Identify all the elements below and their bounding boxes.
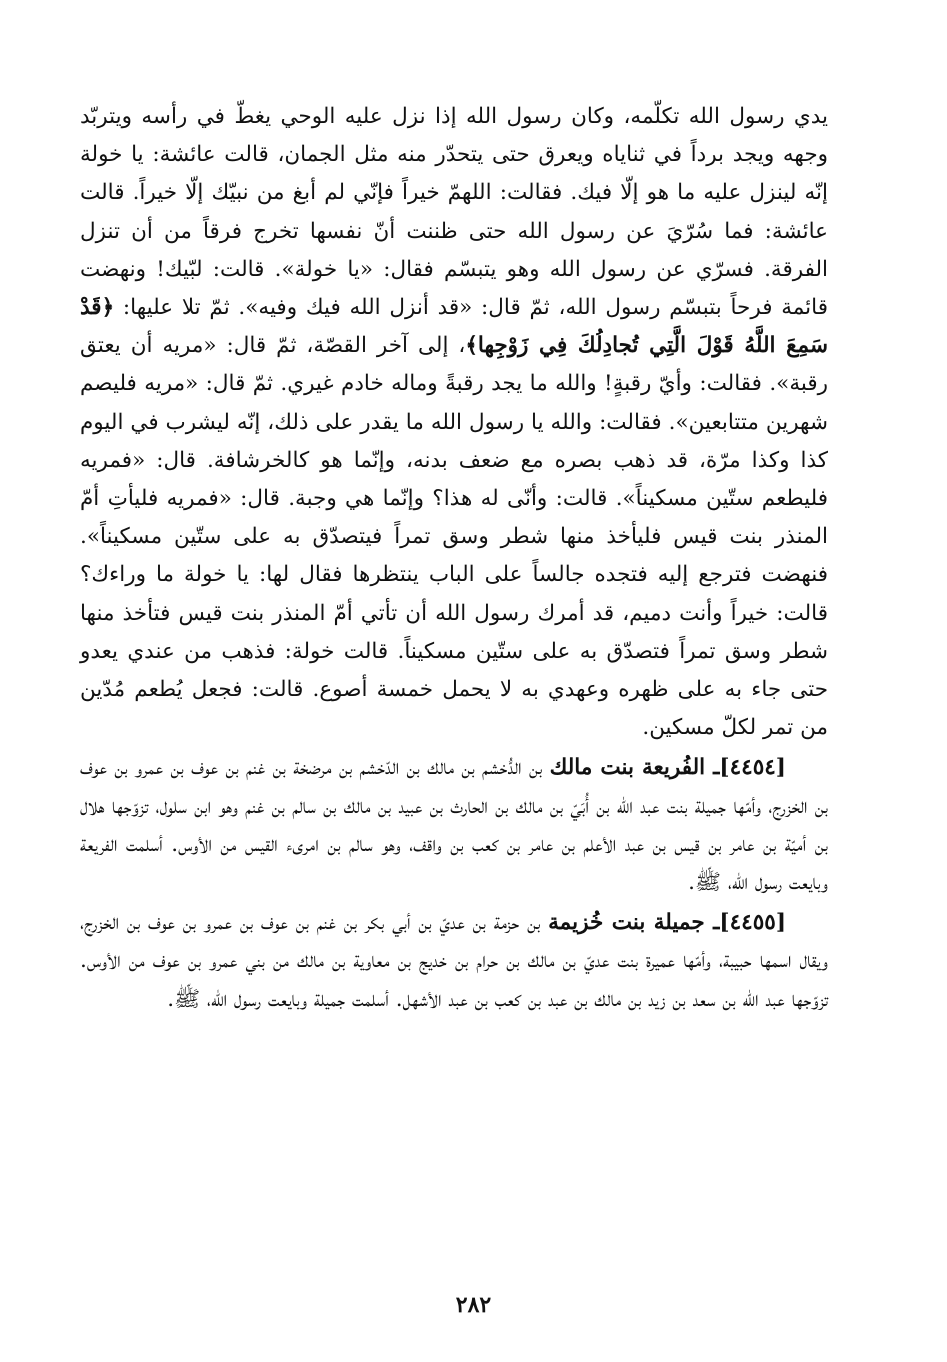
biography-entry (80, 749, 828, 902)
paragraph-text-part-2: ، إلى آخر القصّة، ثمّ قال: «مريه أن يعتق رقبة». فقالت: وأيّ رقبةٍ! والله ما يجد رقبةً وماله خادم غيري. ثمّ قال: «مريه فليصم شهرين متتابعين». فقالت: والله يا رسول الله ما يقدر على ذلك، إنّه ليشرب في اليوم كذا وكذا مرّة، قد ذهب بصره مع ضعف بدنه، وإنّما هو كالخرشافة. قال: «فمريه فليطعم ستّين مسكيناً». قالت: وأنّى له هذا؟ وإنّما هي وجبة. قال: «فمريه فليأتِ أمّ المنذر بنت قيس فليأخذ منها شطر وسق تمراً فيتصدّق به على ستّين مسكيناً». فنهضت فترجع إليه فتجده جالساً على الباب ينتظرها فقال لها: يا خولة ما وراءك؟ قالت: خيراً وأنت دميم، قد أمرك رسول الله أن تأتي أمّ المنذر بنت قيس فتأخذ منها شطر وسق تمراً فتصدّق به على ستّين مسكيناً. قالت خولة: فذهب من عندي يعدو حتى جاء به على ظهره وعهدي به لا يحمل خمسة أصوع. قالت: فجعل يُطعم مُدّين من تمر لكلّ مسكين. (80, 333, 828, 741)
entry-text: بن الدُّخشم بن مالك بن الدّخشم بن مرضخة بن غنم بن عوف بن عمرو بن عوف بن الخزرج، وأمّها جميلة بنت عبد الله بن أُبَيّ بن مالك بن الحارث بن عبيد بن مالك بن سالم بن غنم وهو ابن سلول، تزوّجها هلال بن أميّة بن عامر بن قيس بن عبد الأعلم بن عامر بن كعب بن واقف، وهو سالم بن امرىء القيس من الأوس. أسلمت الفريعة وبايعت رسول الله، ﷺ. (80, 755, 828, 896)
page-body (80, 98, 828, 1019)
entry-name: ـ الفُريعة بنت مالك (549, 755, 720, 781)
paragraph-text-part-1: يدي رسول الله تكلّمه، وكان رسول الله إذا نزل عليه الوحي يغطّ في رأسه ويتربّد وجهه ويجد برداً في ثناياه ويعرق حتى يتحدّر منه مثل الجمان، قالت عائشة: يا خولة إنّه لينزل عليه ما هو إلّا فيك. فقالت: اللهمّ خيراً فإنّي لم أبغ من نبيّك إلّا خيراً. قالت عائشة: فما سُرّيَ عن رسول الله حتى ظننت أنّ نفسها تخرج فرقاً من أن تنزل الفرقة. فسرّي عن رسول الله وهو يتبسّم فقال: «يا خولة». قالت: لبّيك! ونهضت قائمة فرحاً بتبسّم رسول الله، ثمّ قال: «قد أنزل الله فيك وفيه». ثمّ تلا عليها: (80, 104, 828, 321)
biography-entry (80, 904, 828, 1019)
entry-number: [٤٤٥٤] (719, 755, 786, 781)
entry-number: [٤٤٥٥] (719, 910, 786, 936)
entry-name: ـ جميلة بنت خُزيمة (548, 910, 720, 936)
paragraph-khawla-story (80, 98, 828, 747)
page-number: ٢٨٢ (455, 1292, 492, 1318)
quran-quote: ﴿قَدْ سَمِعَ اللَّهُ قَوْلَ الَّتِي تُجادِلُكَ فِي زَوْجِها﴾ (80, 295, 828, 359)
entry-text: بن حزمة بن عديّ بن أبي بكر بن غنم بن عوف بن عمرو بن عوف بن الخزرج، ويقال اسمها حبيبة، وأمّها عميرة بنت عديّ بن مالك بن حرام بن خديج بن معاوية بن مالك من بني عمرو بن عوف من الأوس. تزوّجها عبد الله بن سعد بن زيد بن مالك بن عبد بن كعب بن عبد الأشهل. أسلمت جميلة وبايعت رسول الله، ﷺ. (80, 910, 828, 1012)
